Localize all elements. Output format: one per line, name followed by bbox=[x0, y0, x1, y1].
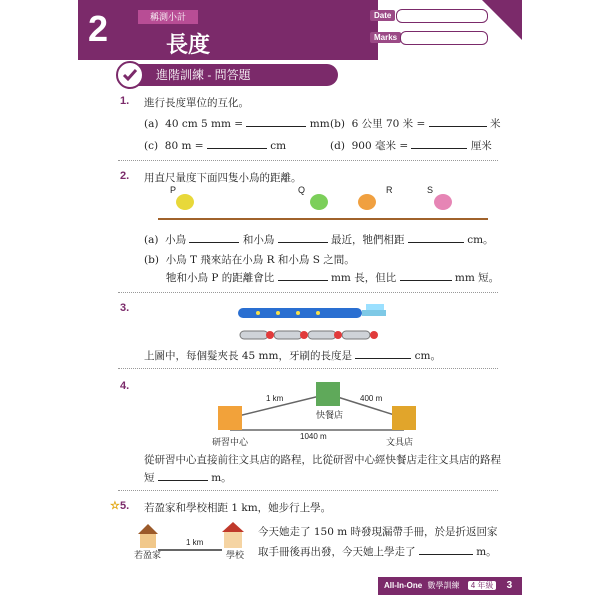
question-1d-text: 900 毫米 = bbox=[351, 140, 409, 152]
bird-label-q: Q bbox=[298, 185, 306, 195]
question-1d bbox=[330, 138, 492, 153]
question-1a-text: 40 cm 5 mm = bbox=[165, 118, 244, 130]
distance-home-school: 1 km bbox=[186, 538, 204, 547]
place-study-centre: 研習中心 bbox=[212, 438, 249, 448]
divider bbox=[118, 160, 498, 161]
distance-bottom: 1040 m bbox=[300, 432, 327, 441]
bird-r-icon bbox=[358, 194, 376, 210]
answer-blank[interactable] bbox=[355, 348, 411, 359]
hairclips-icon bbox=[238, 326, 388, 338]
bird-label-p: P bbox=[170, 185, 177, 195]
question-1a-label: (a) bbox=[144, 118, 159, 130]
question-4-number: 4. bbox=[120, 380, 130, 392]
footer-brand: All-In-One bbox=[384, 581, 423, 590]
divider bbox=[118, 292, 498, 293]
answer-blank[interactable] bbox=[408, 232, 464, 243]
answer-blank[interactable] bbox=[189, 232, 239, 243]
question-1c bbox=[144, 138, 286, 152]
topic-label: 稱測小計 bbox=[138, 10, 198, 24]
bird-label-r: R bbox=[386, 185, 393, 195]
answer-blank[interactable] bbox=[411, 138, 467, 149]
question-1c-unit: cm bbox=[270, 140, 287, 152]
place-fast-food: 快餐店 bbox=[316, 411, 344, 421]
footer-series: 數學訓練 bbox=[427, 581, 460, 590]
question-2a-text3: 最近，牠們相距 bbox=[331, 234, 405, 246]
question-1c-text: 80 m = bbox=[164, 140, 204, 152]
date-tag: Date bbox=[370, 10, 395, 21]
question-2b-line1 bbox=[144, 252, 355, 267]
answer-blank[interactable] bbox=[278, 270, 328, 281]
divider bbox=[118, 490, 498, 491]
bird-label-s: S bbox=[427, 185, 434, 195]
question-4-short: 短 bbox=[144, 472, 155, 484]
page-number: 3 bbox=[506, 580, 513, 591]
question-2b-text1: 牠和小鳥 P 的距離會比 bbox=[166, 272, 275, 284]
question-4-line2 bbox=[144, 470, 232, 485]
question-2b-line2 bbox=[166, 270, 499, 285]
question-1d-label: (d) bbox=[330, 140, 345, 152]
question-1b-label: (b) bbox=[330, 118, 345, 130]
answer-blank[interactable] bbox=[429, 116, 487, 127]
answer-blank[interactable] bbox=[419, 544, 473, 555]
footer-grade: 4 年級 bbox=[468, 581, 497, 590]
toothbrush-icon bbox=[238, 304, 388, 322]
question-2b-label: (b) bbox=[144, 254, 159, 266]
check-icon bbox=[116, 61, 144, 89]
question-3-number: 3. bbox=[120, 302, 130, 314]
question-1-number: 1. bbox=[120, 95, 130, 107]
question-4-line1: 從研習中心直接前往文具店的路程，比從研習中心經快餐店走往文具店的路程 bbox=[144, 454, 501, 466]
question-1-prompt: 進行長度單位的互化。 bbox=[144, 97, 249, 109]
question-1c-label: (c) bbox=[144, 140, 159, 152]
question-5-number: 5. bbox=[120, 500, 130, 512]
question-1b-unit: 米 bbox=[490, 118, 501, 130]
date-field[interactable] bbox=[396, 9, 488, 23]
question-1a-unit: mm bbox=[309, 118, 330, 130]
question-3-unit: cm。 bbox=[414, 350, 441, 362]
question-2a-label: (a) bbox=[144, 234, 159, 246]
question-2a bbox=[144, 232, 494, 247]
marks-tag: Marks bbox=[370, 32, 401, 43]
question-2b-text2: mm 長，但比 bbox=[330, 272, 397, 284]
chapter-number: 2 bbox=[88, 8, 109, 49]
bird-p-icon bbox=[176, 194, 194, 210]
bird-q-icon bbox=[310, 194, 328, 210]
question-4-unit: m。 bbox=[211, 472, 232, 484]
corner-decoration bbox=[482, 0, 522, 40]
question-5-unit: m。 bbox=[476, 546, 497, 558]
label-school: 學校 bbox=[226, 551, 245, 561]
question-2a-text1: 小鳥 bbox=[165, 234, 187, 246]
label-home: 若盈家 bbox=[134, 551, 162, 561]
answer-blank[interactable] bbox=[246, 116, 306, 127]
question-2-number: 2. bbox=[120, 170, 130, 182]
page-title: 長度 bbox=[166, 32, 211, 57]
question-1a bbox=[144, 116, 330, 130]
question-5-prompt: 若盈家和學校相距 1 km，她步行上學。 bbox=[144, 502, 332, 514]
question-5-text: 取手冊後再出發，今天她上學走了 bbox=[258, 546, 416, 558]
question-1b bbox=[330, 116, 501, 131]
footer-bar bbox=[378, 577, 522, 595]
question-3-text bbox=[144, 348, 441, 363]
answer-blank[interactable] bbox=[207, 138, 267, 149]
answer-blank[interactable] bbox=[278, 232, 328, 243]
worksheet-page bbox=[78, 0, 522, 600]
question-2a-unit: cm。 bbox=[467, 234, 494, 246]
question-2a-text2: 和小鳥 bbox=[242, 234, 275, 246]
question-5-line1: 今天她走了 150 m 時發現漏帶手冊，於是折返回家 bbox=[258, 526, 498, 538]
answer-blank[interactable] bbox=[400, 270, 452, 281]
question-2b-text: 小鳥 T 飛來站在小鳥 R 和小鳥 S 之間。 bbox=[165, 254, 355, 266]
distance-top-right: 400 m bbox=[360, 394, 383, 403]
wire-line bbox=[158, 218, 488, 220]
distance-top-left: 1 km bbox=[266, 394, 284, 403]
marks-field[interactable] bbox=[400, 31, 488, 45]
question-3-text1: 上圖中，每個髮夾長 45 mm，牙刷的長度是 bbox=[144, 350, 352, 362]
bird-s-icon bbox=[434, 194, 452, 210]
place-stationery: 文具店 bbox=[386, 438, 414, 448]
question-1d-unit: 厘米 bbox=[470, 140, 492, 152]
question-1b-text: 6 公里 70 米 = bbox=[351, 118, 426, 130]
section-title: 進階訓練 - 問答題 bbox=[118, 64, 338, 86]
star-icon: ☆ bbox=[110, 500, 120, 512]
answer-blank[interactable] bbox=[158, 470, 208, 481]
question-2-prompt: 用直尺量度下面四隻小鳥的距離。 bbox=[144, 172, 302, 184]
question-2b-text3: mm 短。 bbox=[454, 272, 500, 284]
question-5-line2 bbox=[258, 544, 497, 559]
divider bbox=[118, 368, 498, 369]
